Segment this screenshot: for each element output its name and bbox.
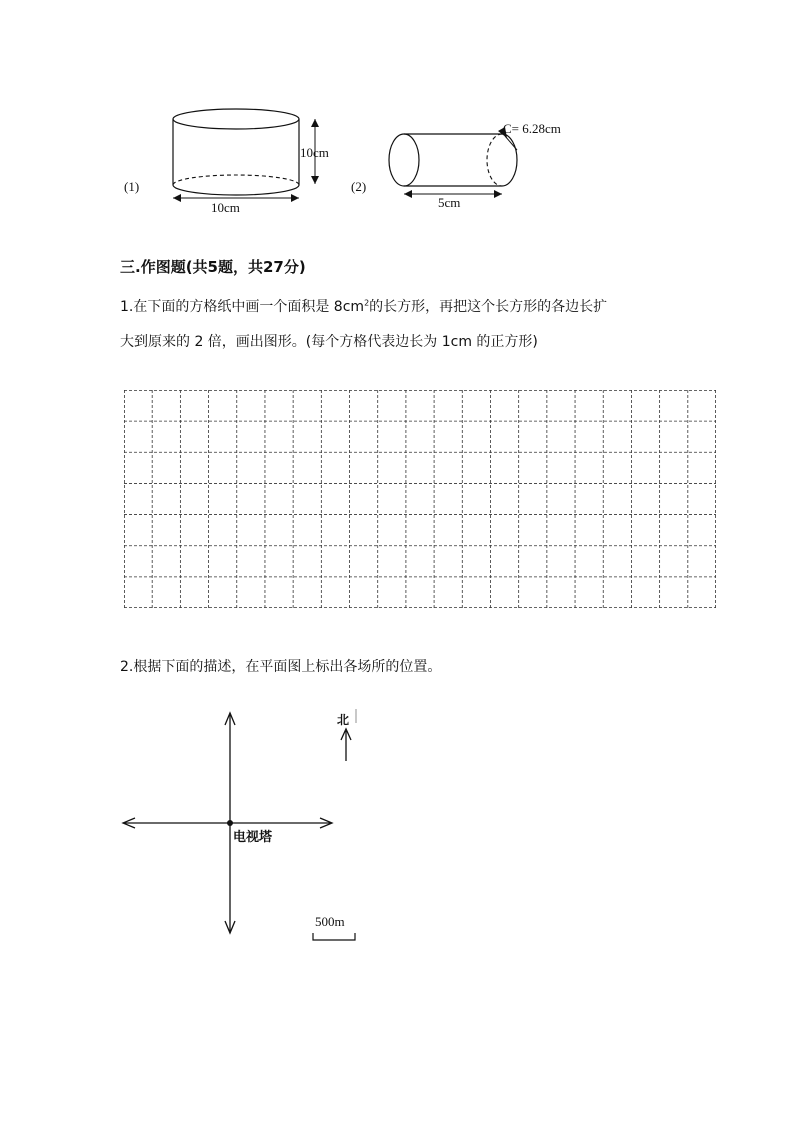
height-arrow-head-down <box>311 176 319 184</box>
north-label: 北 <box>337 713 350 727</box>
question-1-line-1 <box>120 296 607 316</box>
question-1-text-a: 1.在下面的方格纸中画一个面积是 8cm <box>120 299 365 315</box>
cylinder-figure-1 <box>110 100 370 220</box>
section-title: 三.作图题(共5题，共27分) <box>120 258 306 276</box>
diameter-arrow-head-left <box>173 194 181 202</box>
figure-2-label: (2) <box>351 179 367 194</box>
length-label: 5cm <box>438 195 461 210</box>
scale-label: 500m <box>315 914 345 929</box>
tv-tower-point <box>227 820 233 826</box>
question-1-text-b: 的长方形，再把这个长方形的各边长扩 <box>369 299 608 315</box>
cylinder-top-ellipse <box>173 109 299 129</box>
height-arrow-head-up <box>311 119 319 127</box>
question-1-superscript: 2 <box>364 298 370 308</box>
figure-1-label: (1) <box>124 179 140 194</box>
question-2-text: 2.根据下面的描述，在平面图上标出各场所的位置。 <box>120 659 442 675</box>
length-arrow-head-left <box>404 190 412 198</box>
plan-map <box>115 705 375 950</box>
diameter-arrow-head-right <box>291 194 299 202</box>
circumference-pointer <box>505 136 517 150</box>
cylinder-bottom-back <box>173 175 299 185</box>
diameter-label: 10cm <box>211 200 240 215</box>
circumference-label: C= 6.28cm <box>503 121 561 136</box>
height-label: 10cm <box>300 145 329 160</box>
cylinder-bottom-front <box>173 185 299 195</box>
cylinder-right-face-back <box>487 134 502 186</box>
question-1-line-2: 大到原来的 2 倍，画出图形。(每个方格代表边长为 1cm 的正方形) <box>120 334 538 350</box>
length-arrow-head-right <box>494 190 502 198</box>
tv-tower-label: 电视塔 <box>233 830 273 845</box>
cylinder-left-face <box>389 134 419 186</box>
grid-paper[interactable] <box>124 390 716 608</box>
cylinder-figure-2 <box>345 112 585 212</box>
scale-bar <box>313 933 355 940</box>
